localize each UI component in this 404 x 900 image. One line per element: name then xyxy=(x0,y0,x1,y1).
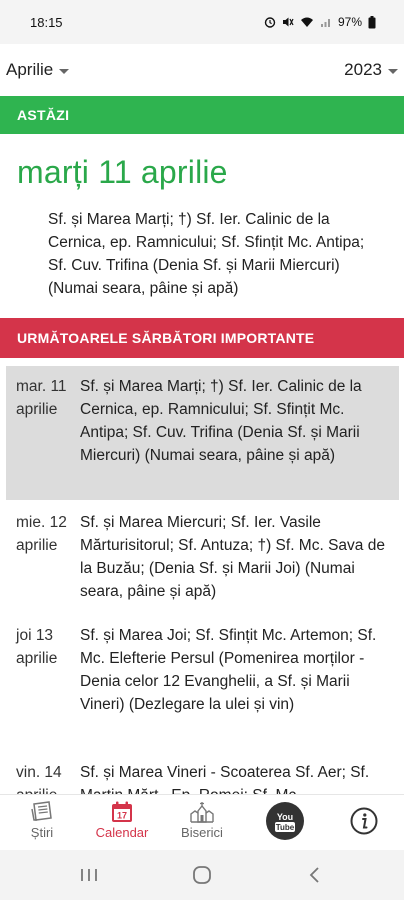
nav-calendar-label: Calendar xyxy=(95,825,149,840)
month-value: Aprilie xyxy=(6,60,54,79)
upcoming-header: URMĂTOARELE SĂRBĂTORI IMPORTANTE xyxy=(0,318,404,358)
status-time: 18:15 xyxy=(30,14,63,30)
item-text: Sf. și Marea Vineri - Scoaterea Sf. Aer; Sf. xyxy=(80,764,370,781)
recent-apps-icon[interactable] xyxy=(79,865,99,885)
nav-info[interactable] xyxy=(324,807,404,835)
chevron-down-icon xyxy=(388,69,398,74)
alarm-icon xyxy=(264,16,276,28)
newspaper-icon xyxy=(29,801,55,823)
item-date: vin. 14 xyxy=(16,764,62,781)
item-text: Sf. și Marea Joi; Sf. Sfințit Mc. Artemon; Sf. Mc. Elefterie Persul (Pomenirea morților - Denia celor 12 Evanghelii, a Sf. și Marii Vineri) (Dezlegare la ulei și vin) xyxy=(80,627,377,713)
nav-stiri-label: Știri xyxy=(30,825,54,840)
today-header: ASTĂZI xyxy=(0,96,404,134)
status-bar xyxy=(0,0,404,44)
bottom-nav xyxy=(0,794,404,850)
chevron-down-icon xyxy=(59,69,69,74)
today-date: marți 11 aprilie xyxy=(17,154,228,190)
svg-text:You: You xyxy=(276,812,294,822)
church-icon xyxy=(189,801,215,823)
list-item[interactable] xyxy=(6,621,399,749)
list-item[interactable] xyxy=(6,366,399,500)
year-select[interactable] xyxy=(344,60,398,80)
wifi-icon xyxy=(300,16,314,28)
nav-biserici[interactable] xyxy=(162,801,242,840)
signal-icon xyxy=(320,16,332,28)
nav-calendar[interactable] xyxy=(82,801,162,840)
info-icon xyxy=(350,807,378,835)
battery-percent: 97% xyxy=(337,15,362,29)
nav-biserici-label: Biserici xyxy=(181,825,223,840)
item-date: mie. 12 aprilie xyxy=(16,514,67,554)
item-text: Sf. și Marea Miercuri; Sf. Ier. Vasile Mărturisitorul; Sf. Antuza; †) Sf. Mc. Sava de la Buzău; (Denia Sf. și Marii Joi) (Numai seara, pâine și apă) xyxy=(80,514,385,600)
item-date: joi 13 aprilie xyxy=(16,627,58,667)
home-icon[interactable] xyxy=(192,865,212,885)
item-text: Sf. și Marea Marți; †) Sf. Ier. Calinic de la Cernica, ep. Ramnicului; Sf. Sfințit Mc. Antipa; Sf. Cuv. Trifina (Denia Sf. și Marii Miercuri) (Numai seara, pâine și apă) xyxy=(80,378,362,464)
battery-icon xyxy=(368,16,376,29)
month-select[interactable] xyxy=(6,60,69,80)
feasts-list[interactable] xyxy=(0,358,404,794)
youtube-icon xyxy=(265,801,305,841)
svg-text:Tube: Tube xyxy=(275,823,295,832)
mute-icon xyxy=(282,16,294,28)
today-description: Sf. și Marea Marți; †) Sf. Ier. Calinic de la Cernica, ep. Ramnicului; Sf. Sfințit Mc. Antipa; Sf. Cuv. Trifina (Denia Sf. și Marii Miercuri) (Numai seara, pâine și apă) xyxy=(48,211,365,297)
item-date: mar. 11 aprilie xyxy=(16,378,67,418)
back-icon[interactable] xyxy=(305,865,325,885)
list-item[interactable] xyxy=(6,508,399,612)
selector-bar xyxy=(0,44,404,96)
android-nav-bar xyxy=(0,850,404,900)
calendar-icon xyxy=(110,801,134,823)
year-value: 2023 xyxy=(344,60,382,79)
nav-youtube[interactable] xyxy=(245,801,325,841)
status-icons xyxy=(264,15,376,29)
svg-text:17: 17 xyxy=(116,810,128,821)
nav-stiri[interactable] xyxy=(2,801,82,840)
